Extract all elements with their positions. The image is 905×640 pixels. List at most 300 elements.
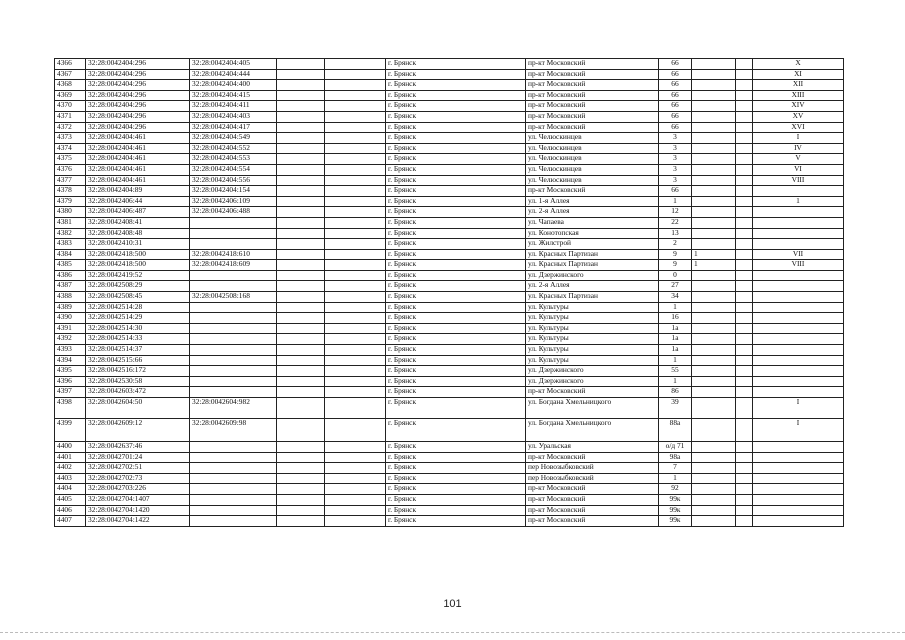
cadastral-number: 32:28:0042703:226 [86,484,190,495]
row-number: 4369 [55,90,86,101]
object-cadastral-number [190,516,277,527]
blank-cell [736,376,753,387]
city-cell: г. Брянск [386,398,526,419]
street-cell: ул. Красных Партизан [526,249,659,260]
blank-cell [325,207,386,218]
building-cell [692,366,736,377]
row-number: 4402 [55,463,86,474]
city-cell: г. Брянск [386,59,526,70]
building-cell [692,143,736,154]
row-number: 4386 [55,270,86,281]
object-cadastral-number: 32:28:0042404:556 [190,175,277,186]
blank-cell [325,164,386,175]
premises-cell [753,494,844,505]
row-number: 4401 [55,452,86,463]
object-cadastral-number: 32:28:0042404:552 [190,143,277,154]
city-cell: г. Брянск [386,313,526,324]
house-cell: 66 [659,90,692,101]
building-cell [692,452,736,463]
building-cell [692,516,736,527]
city-cell: г. Брянск [386,376,526,387]
blank-cell [736,249,753,260]
row-number: 4374 [55,143,86,154]
street-cell: пер Новозыбковский [526,463,659,474]
table-row [55,484,844,495]
table-row [55,292,844,303]
blank-cell [277,143,325,154]
street-cell: ул. Богдана Хмельницкого [526,419,659,442]
row-number: 4397 [55,387,86,398]
object-cadastral-number [190,505,277,516]
premises-cell: VII [753,249,844,260]
house-cell: 22 [659,217,692,228]
premises-cell [753,387,844,398]
premises-cell: IV [753,143,844,154]
cadastral-number: 32:28:0042404:296 [86,122,190,133]
blank-cell [277,366,325,377]
street-cell: ул. Челюскинцев [526,133,659,144]
premises-cell [753,376,844,387]
row-number: 4406 [55,505,86,516]
row-number: 4404 [55,484,86,495]
blank-cell [325,452,386,463]
house-cell: 66 [659,69,692,80]
blank-cell [736,59,753,70]
blank-cell [736,164,753,175]
row-number: 4371 [55,111,86,122]
street-cell: ул. Челюскинцев [526,154,659,165]
cadastral-number: 32:28:0042406:44 [86,196,190,207]
building-cell [692,217,736,228]
city-cell: г. Брянск [386,101,526,112]
blank-cell [325,505,386,516]
cadastral-number: 32:28:0042702:73 [86,473,190,484]
building-cell [692,334,736,345]
row-number: 4387 [55,281,86,292]
blank-cell [277,239,325,250]
cadastral-number: 32:28:0042408:48 [86,228,190,239]
street-cell: ул. Культуры [526,323,659,334]
object-cadastral-number [190,334,277,345]
cadastral-number: 32:28:0042530:58 [86,376,190,387]
object-cadastral-number [190,323,277,334]
street-cell: пр-кт Московский [526,452,659,463]
object-cadastral-number [190,494,277,505]
blank-cell [736,292,753,303]
house-cell: 1а [659,334,692,345]
object-cadastral-number: 32:28:0042418:610 [190,249,277,260]
blank-cell [277,313,325,324]
blank-cell [736,473,753,484]
premises-cell: X [753,59,844,70]
blank-cell [736,122,753,133]
table-row [55,442,844,453]
blank-cell [325,133,386,144]
city-cell: г. Брянск [386,217,526,228]
object-cadastral-number: 32:28:0042404:549 [190,133,277,144]
blank-cell [277,345,325,356]
premises-cell: XII [753,80,844,91]
blank-cell [325,345,386,356]
cadastral-number: 32:28:0042419:52 [86,270,190,281]
blank-cell [736,516,753,527]
house-cell: 66 [659,186,692,197]
object-cadastral-number: 32:28:0042604:982 [190,398,277,419]
house-cell: 3 [659,143,692,154]
building-cell [692,376,736,387]
building-cell [692,323,736,334]
house-cell: 66 [659,111,692,122]
object-cadastral-number [190,452,277,463]
premises-cell [753,217,844,228]
premises-cell [753,239,844,250]
premises-cell [753,484,844,495]
building-cell [692,292,736,303]
building-cell [692,154,736,165]
street-cell: ул. Дзержинского [526,366,659,377]
row-number: 4393 [55,345,86,356]
row-number: 4385 [55,260,86,271]
house-cell: 1а [659,323,692,334]
street-cell: ул. Жилстрой [526,239,659,250]
table-row [55,59,844,70]
building-cell [692,387,736,398]
blank-cell [277,228,325,239]
blank-cell [736,463,753,474]
building-cell [692,484,736,495]
object-cadastral-number: 32:28:0042418:609 [190,260,277,271]
blank-cell [736,69,753,80]
blank-cell [277,111,325,122]
cadastral-number: 32:28:0042404:461 [86,133,190,144]
blank-cell [277,452,325,463]
blank-cell [325,323,386,334]
house-cell: 99к [659,505,692,516]
blank-cell [277,419,325,442]
blank-cell [736,281,753,292]
table-row [55,175,844,186]
cadastral-number: 32:28:0042404:461 [86,143,190,154]
city-cell: г. Брянск [386,505,526,516]
house-cell: 27 [659,281,692,292]
premises-cell [753,281,844,292]
row-number: 4391 [55,323,86,334]
building-cell [692,69,736,80]
building-cell [692,122,736,133]
building-cell [692,302,736,313]
city-cell: г. Брянск [386,302,526,313]
blank-cell [325,302,386,313]
city-cell: г. Брянск [386,463,526,474]
row-number: 4366 [55,59,86,70]
page-number: 101 [443,598,462,610]
blank-cell [325,69,386,80]
premises-cell [753,355,844,366]
house-cell: 34 [659,292,692,303]
blank-cell [736,323,753,334]
premises-cell: V [753,154,844,165]
blank-cell [325,217,386,228]
blank-cell [325,59,386,70]
row-number: 4379 [55,196,86,207]
house-cell: 92 [659,484,692,495]
table-row [55,69,844,80]
blank-cell [325,154,386,165]
building-cell [692,133,736,144]
object-cadastral-number: 32:28:0042404:403 [190,111,277,122]
row-number: 4405 [55,494,86,505]
row-number: 4396 [55,376,86,387]
premises-cell: XI [753,69,844,80]
street-cell: пр-кт Московский [526,122,659,133]
row-number: 4407 [55,516,86,527]
blank-cell [277,154,325,165]
house-cell: 66 [659,59,692,70]
city-cell: г. Брянск [386,355,526,366]
street-cell: ул. Уральская [526,442,659,453]
street-cell: пр-кт Московский [526,494,659,505]
street-cell: ул. Богдана Хмельницкого [526,398,659,419]
row-number: 4376 [55,164,86,175]
house-cell: 16 [659,313,692,324]
blank-cell [736,239,753,250]
street-cell: ул. 2-я Аллея [526,281,659,292]
city-cell: г. Брянск [386,323,526,334]
cadastral-number: 32:28:0042604:50 [86,398,190,419]
object-cadastral-number [190,376,277,387]
table-row [55,239,844,250]
house-cell: о/д 71 [659,442,692,453]
city-cell: г. Брянск [386,175,526,186]
street-cell: пр-кт Московский [526,59,659,70]
table-row [55,281,844,292]
row-number: 4392 [55,334,86,345]
row-number: 4375 [55,154,86,165]
blank-cell [736,419,753,442]
blank-cell [277,376,325,387]
table-row [55,376,844,387]
blank-cell [277,463,325,474]
row-number: 4382 [55,228,86,239]
blank-cell [277,133,325,144]
cadastral-number: 32:28:0042404:296 [86,69,190,80]
object-cadastral-number [190,442,277,453]
cadastral-number: 32:28:0042410:31 [86,239,190,250]
row-number: 4400 [55,442,86,453]
cadastral-number: 32:28:0042404:296 [86,80,190,91]
row-number: 4403 [55,473,86,484]
blank-cell [325,228,386,239]
object-cadastral-number [190,473,277,484]
blank-cell [325,463,386,474]
object-cadastral-number [190,313,277,324]
blank-cell [277,292,325,303]
blank-cell [736,143,753,154]
blank-cell [277,355,325,366]
blank-cell [736,90,753,101]
building-cell [692,463,736,474]
premises-cell [753,270,844,281]
street-cell: пр-кт Московский [526,101,659,112]
street-cell: пер Новозыбковский [526,473,659,484]
table-row [55,419,844,442]
row-number: 4399 [55,419,86,442]
city-cell: г. Брянск [386,366,526,377]
house-cell: 2 [659,239,692,250]
city-cell: г. Брянск [386,207,526,218]
blank-cell [325,186,386,197]
building-cell [692,239,736,250]
blank-cell [277,398,325,419]
cadastral-number: 32:28:0042704:1420 [86,505,190,516]
row-number: 4368 [55,80,86,91]
building-cell [692,228,736,239]
blank-cell [736,398,753,419]
building-cell: 1 [692,249,736,260]
blank-cell [736,505,753,516]
blank-cell [736,101,753,112]
blank-cell [325,239,386,250]
city-cell: г. Брянск [386,494,526,505]
row-number: 4380 [55,207,86,218]
premises-cell [753,292,844,303]
house-cell: 3 [659,133,692,144]
object-cadastral-number: 32:28:0042404:553 [190,154,277,165]
premises-cell [753,207,844,218]
object-cadastral-number: 32:28:0042609:98 [190,419,277,442]
premises-cell [753,505,844,516]
building-cell [692,505,736,516]
building-cell [692,164,736,175]
blank-cell [325,516,386,527]
table-row [55,186,844,197]
blank-cell [277,175,325,186]
blank-cell [325,376,386,387]
building-cell [692,355,736,366]
street-cell: ул. Челюскинцев [526,143,659,154]
city-cell: г. Брянск [386,143,526,154]
blank-cell [736,355,753,366]
building-cell [692,419,736,442]
blank-cell [736,442,753,453]
object-cadastral-number: 32:28:0042404:554 [190,164,277,175]
object-cadastral-number [190,270,277,281]
object-cadastral-number: 32:28:0042406:488 [190,207,277,218]
object-cadastral-number: 32:28:0042406:109 [190,196,277,207]
city-cell: г. Брянск [386,484,526,495]
blank-cell [736,133,753,144]
street-cell: ул. Культуры [526,334,659,345]
house-cell: 39 [659,398,692,419]
blank-cell [277,249,325,260]
street-cell: пр-кт Московский [526,111,659,122]
building-cell [692,442,736,453]
object-cadastral-number [190,463,277,474]
table-row [55,398,844,419]
cadastral-number: 32:28:0042418:500 [86,260,190,271]
street-cell: пр-кт Московский [526,387,659,398]
house-cell: 99к [659,494,692,505]
blank-cell [736,175,753,186]
premises-cell [753,228,844,239]
table-row [55,366,844,377]
cadastral-number: 32:28:0042406:487 [86,207,190,218]
blank-cell [277,164,325,175]
cadastral-number: 32:28:0042508:29 [86,281,190,292]
house-cell: 86 [659,387,692,398]
city-cell: г. Брянск [386,164,526,175]
cadastral-number: 32:28:0042514:37 [86,345,190,356]
object-cadastral-number [190,228,277,239]
blank-cell [277,442,325,453]
house-cell: 0 [659,270,692,281]
blank-cell [325,122,386,133]
blank-cell [325,143,386,154]
street-cell: ул. 2-я Аллея [526,207,659,218]
cadastral-number: 32:28:0042515:66 [86,355,190,366]
table-row [55,228,844,239]
table-row [55,154,844,165]
city-cell: г. Брянск [386,196,526,207]
cadastral-number: 32:28:0042514:33 [86,334,190,345]
blank-cell [325,484,386,495]
object-cadastral-number: 32:28:0042404:444 [190,69,277,80]
row-number: 4398 [55,398,86,419]
table-row [55,302,844,313]
blank-cell [277,494,325,505]
city-cell: г. Брянск [386,281,526,292]
city-cell: г. Брянск [386,419,526,442]
table-row [55,133,844,144]
building-cell [692,313,736,324]
registry-table [54,58,844,527]
city-cell: г. Брянск [386,228,526,239]
house-cell: 3 [659,175,692,186]
blank-cell [736,452,753,463]
street-cell: ул. Красных Партизан [526,292,659,303]
city-cell: г. Брянск [386,516,526,527]
city-cell: г. Брянск [386,249,526,260]
cadastral-number: 32:28:0042704:1407 [86,494,190,505]
object-cadastral-number: 32:28:0042404:411 [190,101,277,112]
premises-cell: XV [753,111,844,122]
blank-cell [277,387,325,398]
house-cell: 1 [659,196,692,207]
house-cell: 9 [659,249,692,260]
scan-edge-line [0,632,905,634]
house-cell: 99к [659,516,692,527]
street-cell: пр-кт Московский [526,484,659,495]
house-cell: 12 [659,207,692,218]
house-cell: 3 [659,154,692,165]
blank-cell [325,281,386,292]
building-cell [692,398,736,419]
street-cell: пр-кт Московский [526,516,659,527]
object-cadastral-number [190,217,277,228]
blank-cell [325,196,386,207]
building-cell [692,175,736,186]
blank-cell [277,302,325,313]
object-cadastral-number: 32:28:0042404:400 [190,80,277,91]
blank-cell [325,387,386,398]
premises-cell: XIII [753,90,844,101]
row-number: 4390 [55,313,86,324]
building-cell [692,59,736,70]
cadastral-number: 32:28:0042704:1422 [86,516,190,527]
object-cadastral-number: 32:28:0042404:417 [190,122,277,133]
city-cell: г. Брянск [386,345,526,356]
object-cadastral-number [190,281,277,292]
